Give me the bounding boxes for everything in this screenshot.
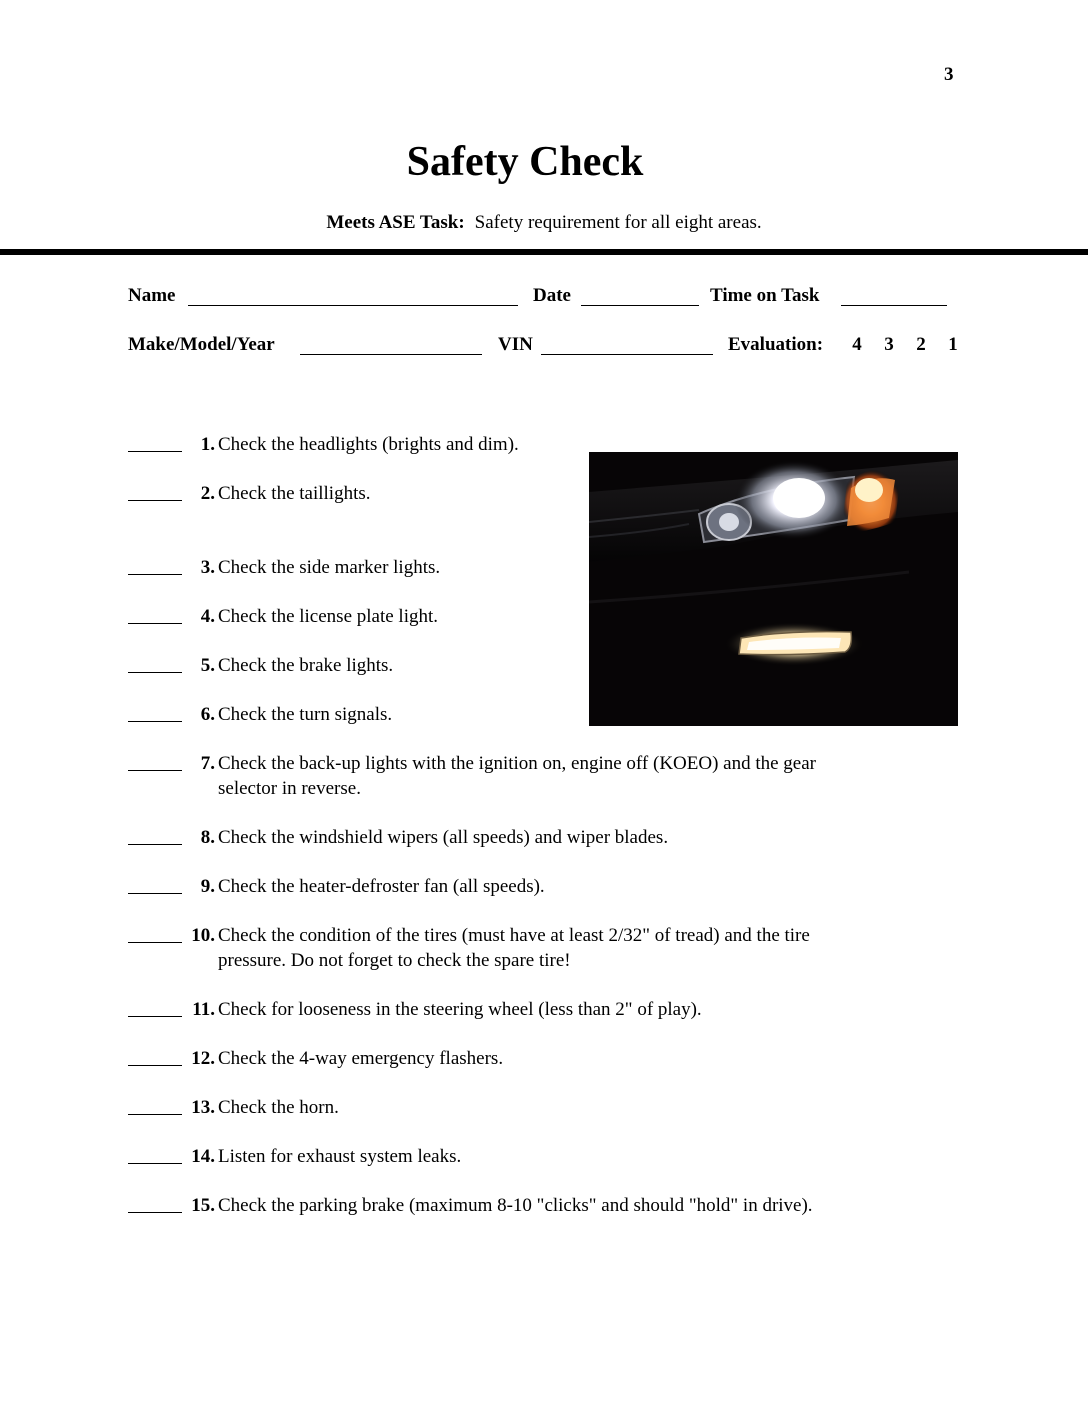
evaluation-scores [841, 334, 969, 356]
checklist-item-15 [128, 1193, 948, 1218]
item-number: 4. [200, 606, 215, 627]
checklist-item-12 [128, 1046, 948, 1071]
checklist-item-13 [128, 1095, 948, 1120]
item-text: Check the back-up lights with the ignition on, engine off (KOEO) and the gear [218, 753, 816, 774]
item-number: 7. [200, 753, 215, 774]
header-divider [0, 249, 1088, 255]
item-text: Check the windshield wipers (all speeds) and wiper blades. [218, 827, 669, 848]
evaluation-score-4[interactable]: 4 [852, 334, 862, 355]
checklist-item-9 [128, 874, 948, 899]
date-label: Date [533, 285, 571, 306]
date-field[interactable] [581, 305, 699, 306]
item-text: Check the 4-way emergency flashers. [218, 1048, 504, 1069]
name-field[interactable] [188, 305, 518, 306]
item-text: Check the headlights (brights and dim). [218, 434, 519, 455]
make-model-year-label: Make/Model/Year [128, 334, 275, 355]
checklist-item-7 [128, 751, 948, 801]
item-number: 10. [191, 925, 215, 946]
evaluation-label: Evaluation: [728, 334, 824, 355]
item-number: 15. [191, 1195, 215, 1216]
evaluation-score-1[interactable]: 1 [948, 334, 958, 355]
item-text-continued: pressure. Do not forget to check the spare tire! [218, 950, 571, 971]
item-text: Check the heater-defroster fan (all speeds). [218, 876, 545, 897]
item-number: 3. [200, 557, 215, 578]
item-text: Check the horn. [218, 1097, 339, 1118]
item-number: 9. [200, 876, 215, 897]
name-label: Name [128, 285, 176, 306]
item-number: 2. [200, 483, 215, 504]
item-number: 8. [200, 827, 215, 848]
ase-task-label: Meets ASE Task: [326, 212, 465, 233]
time-on-task-label: Time on Task [710, 285, 820, 306]
item-number: 6. [200, 704, 215, 725]
item-text: Check the turn signals. [218, 704, 393, 725]
item-number: 12. [191, 1048, 215, 1069]
checklist-item-11 [128, 997, 948, 1022]
ase-task-text: Safety requirement for all eight areas. [474, 212, 762, 233]
item-text: Check the license plate light. [218, 606, 439, 627]
checklist-item-14 [128, 1144, 948, 1169]
evaluation-score-2[interactable]: 2 [916, 334, 926, 355]
checklist-item-10 [128, 923, 948, 973]
item-number: 5. [200, 655, 215, 676]
make-model-year-field[interactable] [300, 354, 482, 355]
item-text: Listen for exhaust system leaks. [218, 1146, 462, 1167]
item-text-continued: selector in reverse. [218, 778, 361, 799]
item-number: 14. [191, 1146, 215, 1167]
time-on-task-field[interactable] [841, 305, 947, 306]
item-text: Check the parking brake (maximum 8-10 "clicks" and should "hold" in drive). [218, 1195, 813, 1216]
item-text: Check the taillights. [218, 483, 371, 504]
subtitle [0, 212, 1088, 234]
car-headlights-photo [589, 452, 958, 726]
info-row-2 [128, 334, 968, 362]
item-text: Check the side marker lights. [218, 557, 441, 578]
item-text: Check the condition of the tires (must have at least 2/32" of tread) and the tire [218, 925, 810, 946]
car-headlights-illustration [589, 452, 958, 726]
page-title: Safety Check [406, 139, 644, 185]
checklist-item-8 [128, 825, 948, 850]
evaluation-score-3[interactable]: 3 [884, 334, 894, 355]
vin-field[interactable] [541, 354, 713, 355]
item-text: Check the brake lights. [218, 655, 394, 676]
item-text: Check for looseness in the steering wheel (less than 2" of play). [218, 999, 702, 1020]
info-row-1 [128, 285, 958, 313]
vin-label: VIN [498, 334, 533, 355]
item-number: 1. [200, 434, 215, 455]
item-number: 11. [192, 999, 215, 1020]
page-number: 3 [944, 64, 954, 85]
item-number: 13. [191, 1097, 215, 1118]
